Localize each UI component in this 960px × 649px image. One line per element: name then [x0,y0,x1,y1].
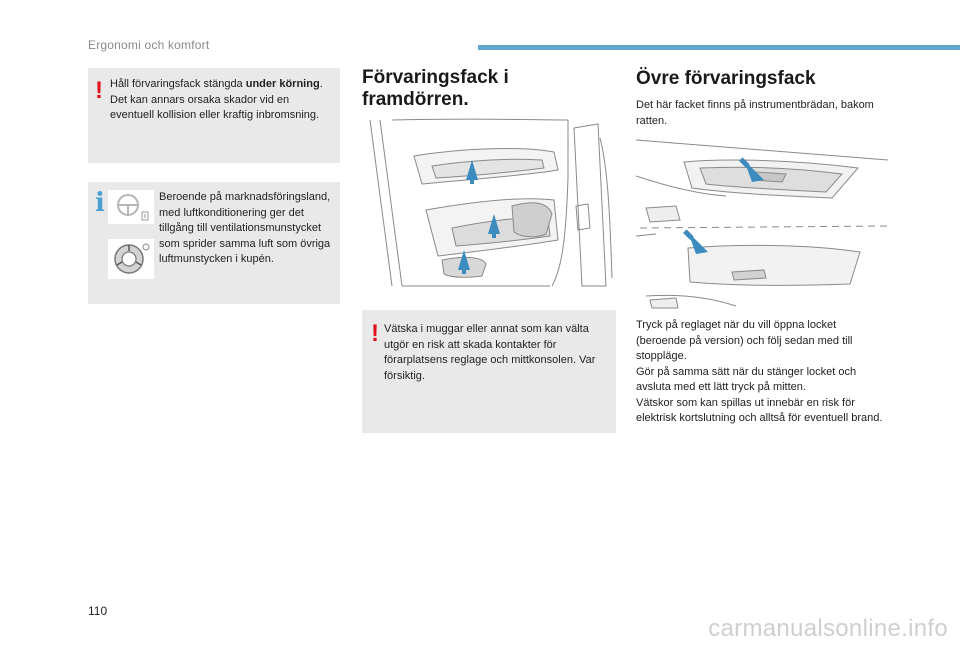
warning-icon: ! [371,320,379,347]
header-accent-bar [478,45,960,50]
upper-storage-body [636,318,886,427]
vent-dial-icon [108,239,154,279]
info-text: Beroende på marknadsföringsland, med luftkonditionering ger det tillgång till ventilationsmunstycket som sprider samma luft som övriga luftmunstycken i kupén. [159,191,331,265]
section-header: Ergonomi och komfort [88,38,210,52]
liquids-warning-text: Vätska i muggar eller annat som kan välta utgör en risk att skada kontakter för förarplatsens reglage och mittkonsolen. Var försiktig. [384,323,596,382]
upper-storage-intro: Det här facket finns på instrumentbrädan, bakom ratten. [636,99,874,127]
upper-storage-figure [636,136,888,310]
door-storage-title: Förvaringsfack i framdörren. [362,67,509,110]
watermark: carmanualsonline.info [708,615,948,642]
page-number: 110 [88,604,108,618]
steering-wheel-vent-icon [108,190,154,224]
upper-storage-title: Övre förvaringsfack [636,68,816,89]
warning-text: Håll förvaringsfack stängda under körning. Det kan annars orsaka skador vid en eventuell kollision eller kraftig inbromsning. [110,78,323,121]
warning-box-storage [88,68,340,163]
info-box-ventilation [88,182,340,304]
door-storage-figure [362,118,616,289]
upper-storage-para-1: Tryck på reglaget när du vill öppna locket (beroende på version) och följ sedan med till stoppläge. [636,319,853,362]
warning-box-liquids [362,310,616,433]
info-icon: i [95,188,105,218]
upper-storage-para-3: Vätskor som kan spillas ut innebär en risk för elektrisk kortslutning och alltså för eventuell brand. [636,396,883,424]
warning-icon: ! [95,77,103,104]
upper-storage-para-2: Gör på samma sätt när du stänger locket och avsluta med ett lätt tryck på mitten. [636,365,857,393]
